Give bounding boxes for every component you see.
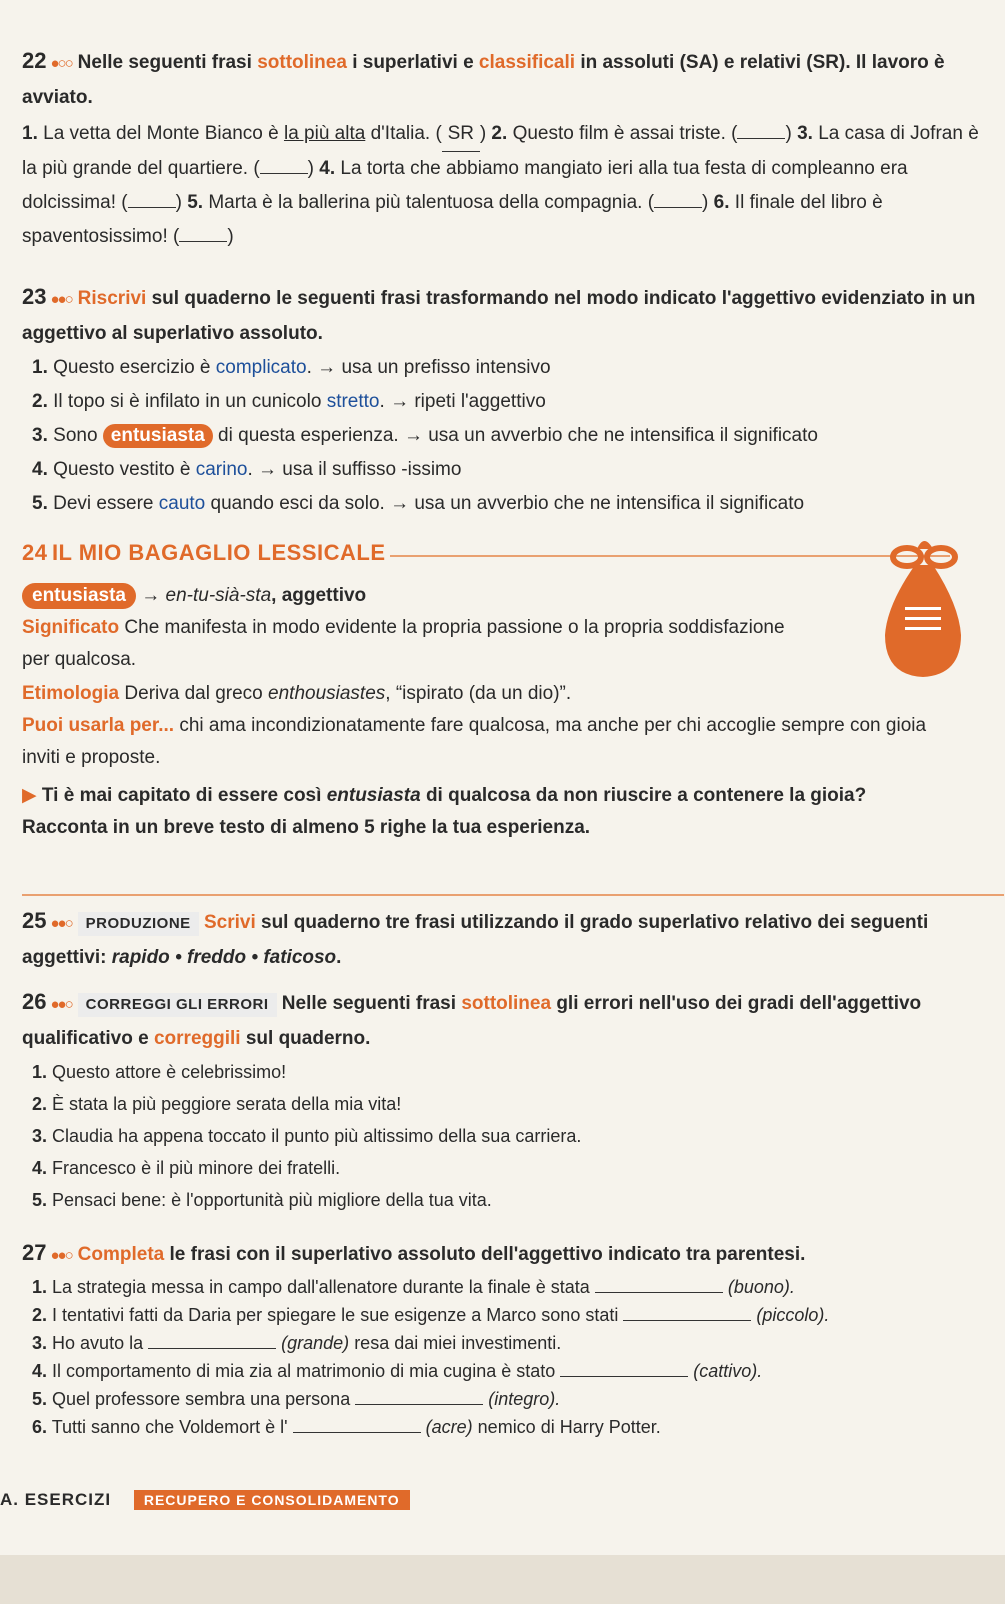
exercise-23 xyxy=(22,280,987,521)
list-item xyxy=(32,419,987,453)
highlighted-adjective: stretto xyxy=(326,391,380,412)
exercise-27-instruction xyxy=(22,1236,987,1273)
text: d'Italia. ( xyxy=(365,123,442,144)
exercise-26-items xyxy=(32,1056,987,1216)
exercise-22 xyxy=(22,44,987,254)
text: i superlativi e xyxy=(346,52,479,73)
label: Etimologia xyxy=(22,683,120,704)
list-item xyxy=(32,385,987,419)
text: ) xyxy=(479,123,487,144)
text: le frasi con il superlativo assoluto dell'aggettivo indicato tra parentesi. xyxy=(164,1244,806,1265)
answer-blank[interactable] xyxy=(260,173,308,174)
text: sul quaderno. xyxy=(240,1028,371,1049)
list-item xyxy=(32,487,987,521)
exercise-23-items xyxy=(32,351,987,521)
item-number: 5. xyxy=(32,1190,48,1210)
text: La casa di Jofran è la più grande del quartiere. ( xyxy=(22,123,979,179)
answer-blank[interactable] xyxy=(293,1432,421,1433)
exercise-number: 27 xyxy=(22,1240,47,1265)
label: Significato xyxy=(22,617,120,638)
list-item: 2. I tentativi fatti da Daria per spiegare le sue esigenze a Marco sono stati (piccolo). xyxy=(32,1305,830,1325)
list-item xyxy=(32,1184,987,1216)
exercise-22-sentences: 1. La vetta del Monte Bianco è la più alta d'Italia. ( SR ) 2. Questo film è assai triste. ( ) 3. La casa di Jofran è la più grande del quartiere. ( ) 4. La torta che abbiamo mangiato ieri alla tua festa di compleanno era dolcissima! ( ) 5. Marta è la ballerina più talentuosa della compagnia. ( ) 6. Il finale del libro è spaventosissimo! ( ) xyxy=(22,117,982,254)
text: Pensaci bene: è l'opportunità più migliore della tua vita. xyxy=(52,1190,492,1210)
text: chi ama incondizionatamente fare qualcosa, ma anche per chi accoglie sempre con gioia inviti e proposte. xyxy=(22,715,927,768)
lexical-entry xyxy=(22,580,802,612)
keyword: sottolinea xyxy=(257,52,347,73)
exercise-number: 23 xyxy=(22,284,47,309)
arrow-icon: ▶ xyxy=(22,785,37,806)
item-number: 1. xyxy=(32,357,48,378)
text: , “ispirato (da un dio)”. xyxy=(385,683,572,704)
text: Nelle seguenti frasi xyxy=(281,993,462,1014)
text: Il comportamento di mia zia al matrimonio di mia cugina è stato xyxy=(52,1361,556,1381)
header-rule xyxy=(390,555,950,557)
answer-blank[interactable] xyxy=(148,1348,276,1349)
answer-blank[interactable] xyxy=(654,207,702,208)
text: Questo attore è celebrissimo! xyxy=(52,1062,287,1082)
answer-blank[interactable] xyxy=(355,1404,483,1405)
hint: (piccolo). xyxy=(756,1305,830,1325)
box-title: IL MIO BAGAGLIO LESSICALE xyxy=(51,540,386,565)
difficulty-dots: ●●○ xyxy=(50,291,72,308)
exercise-number: 22 xyxy=(22,48,47,73)
exercise-number: 24 xyxy=(22,540,48,565)
box-bottom-rule xyxy=(22,894,1004,896)
answer-blank[interactable] xyxy=(737,138,785,139)
keyword: sottolinea xyxy=(461,993,552,1014)
list-item xyxy=(32,351,987,385)
item-number: 1. xyxy=(32,1062,48,1082)
text: Ti è mai capitato di essere così xyxy=(41,785,327,806)
exercise-27 xyxy=(22,1236,987,1441)
text: Quel professore sembra una persona xyxy=(52,1389,351,1409)
text: enthousiastes xyxy=(268,683,386,704)
list-item xyxy=(32,1152,987,1184)
difficulty-dots: ●●○ xyxy=(50,915,72,932)
difficulty-dots: ●●○ xyxy=(50,996,72,1013)
text: Questo vestito è xyxy=(53,459,196,480)
list-item: 3. Ho avuto la (grande) resa dai miei investimenti. xyxy=(32,1333,562,1353)
item-number: 2. xyxy=(32,391,48,412)
exercise-25 xyxy=(22,904,987,975)
page-bottom-band xyxy=(0,1555,1005,1604)
exercise-27-items xyxy=(32,1273,987,1441)
text: . → usa il suffisso -issimo xyxy=(247,459,462,480)
page-footer xyxy=(0,1490,410,1510)
part-of-speech: , aggettivo xyxy=(271,585,367,606)
hint: (grande) xyxy=(281,1333,350,1353)
keyword: classificali xyxy=(478,52,576,73)
text: Che manifesta in modo evidente la propria passione o la propria soddisfazione per qualcosa. xyxy=(22,617,785,670)
keyword: Completa xyxy=(77,1244,165,1265)
list-item xyxy=(32,1120,987,1152)
text: Claudia ha appena toccato il punto più altissimo della sua carriera. xyxy=(52,1126,582,1146)
exercise-23-instruction xyxy=(22,280,987,351)
lexical-box-header xyxy=(22,540,1004,566)
writing-task xyxy=(22,780,942,844)
list-item: 6. Tutti sanno che Voldemort è l' (acre) nemico di Harry Potter. xyxy=(32,1417,661,1437)
text: resa dai miei investimenti. xyxy=(354,1333,562,1353)
answer-blank[interactable] xyxy=(595,1292,723,1293)
text: quando esci da solo. → usa un avverbio che ne intensifica il significato xyxy=(205,493,805,514)
text: Nelle seguenti frasi xyxy=(77,52,258,73)
list-item xyxy=(32,1088,987,1120)
text: Marta è la ballerina più talentuosa della compagnia. ( xyxy=(208,192,655,213)
exercise-26-instruction xyxy=(22,985,987,1056)
syllabification: → en-tu-sià-sta xyxy=(141,585,272,606)
exercise-26 xyxy=(22,985,987,1216)
text: Devi essere xyxy=(53,493,159,514)
exercise-25-instruction xyxy=(22,904,987,975)
text: Francesco è il più minore dei fratelli. xyxy=(52,1158,341,1178)
etymology xyxy=(22,678,1004,710)
hint: (acre) xyxy=(425,1417,473,1437)
text: La strategia messa in campo dall'allenatore durante la finale è stata xyxy=(52,1277,590,1297)
item-number: 4. xyxy=(32,1158,48,1178)
lexical-box xyxy=(22,540,1004,896)
section-tag: PRODUZIONE xyxy=(78,912,199,936)
list-item: 5. Quel professore sembra una persona (integro). xyxy=(32,1389,561,1409)
text: Questo film è assai triste. ( xyxy=(512,123,738,144)
item-number: 3. xyxy=(32,1126,48,1146)
highlighted-adjective: complicato xyxy=(215,357,307,378)
answer-blank[interactable] xyxy=(560,1376,688,1377)
text: La vetta del Monte Bianco è xyxy=(43,123,284,144)
exercise-number: 26 xyxy=(22,989,47,1014)
highlighted-adjective: cauto xyxy=(158,493,206,514)
definition xyxy=(22,612,802,676)
highlighted-adjective: carino xyxy=(195,459,248,480)
highlighted-adjective: entusiasta xyxy=(103,424,213,448)
text: di qualcosa da non riuscire a contenere la gioia? Racconta in un breve testo di almeno 5 righe la tua esperienza. xyxy=(22,785,867,838)
text: Il finale del libro è spaventosissimo! ( xyxy=(22,192,883,247)
text: in assoluti (SA) e relativi (SR). Il lavoro è avviato. xyxy=(22,52,945,108)
text: gli errori nell'uso dei gradi dell'aggettivo qualificativo e xyxy=(22,993,922,1049)
text: sul quaderno tre frasi utilizzando il grado superlativo relativo dei seguenti aggettivi: xyxy=(22,912,929,968)
text: È stata la più peggiore serata della mia vita! xyxy=(52,1094,402,1114)
text: entusiasta xyxy=(326,785,421,806)
hint: (integro). xyxy=(488,1389,561,1409)
answer-blank[interactable] xyxy=(623,1320,751,1321)
text: Tutti sanno che Voldemort è l' xyxy=(51,1417,288,1437)
text: La torta che abbiamo mangiato ieri alla tua festa di compleanno era dolcissima! ( xyxy=(22,158,908,213)
text: nemico di Harry Potter. xyxy=(477,1417,661,1437)
item-number: 2. xyxy=(32,1094,48,1114)
item-number: 4. xyxy=(32,459,48,480)
text: di questa esperienza. → usa un avverbio che ne intensifica il significato xyxy=(212,425,818,446)
keyword: correggili xyxy=(153,1028,241,1049)
text: sul quaderno le seguenti frasi trasformando nel modo indicato l'aggettivo evidenziato in un aggettivo al superlativo assoluto. xyxy=(22,288,976,344)
text: Ho avuto la xyxy=(52,1333,144,1353)
list-item xyxy=(32,453,987,487)
text: Questo esercizio è xyxy=(53,357,216,378)
text: Il topo si è infilato in un cunicolo xyxy=(53,391,327,412)
text: Sono xyxy=(53,425,103,446)
section-tag: CORREGGI GLI ERRORI xyxy=(78,993,277,1017)
underlined-answer: la più alta xyxy=(283,123,366,144)
section-label: A. ESERCIZI xyxy=(0,1490,112,1509)
label: Puoi usarla per... xyxy=(22,715,175,736)
exercise-number: 25 xyxy=(22,908,47,933)
text: . xyxy=(336,947,342,968)
answer-blank: SR xyxy=(442,117,480,152)
adjective-list: rapido • freddo • faticoso xyxy=(111,947,337,968)
answer-blank[interactable] xyxy=(179,241,227,242)
text: Deriva dal greco xyxy=(124,683,269,704)
exercise-22-instruction xyxy=(22,44,987,115)
difficulty-dots: ●○○ xyxy=(50,55,72,72)
list-item: 4. Il comportamento di mia zia al matrimonio di mia cugina è stato (cattivo). xyxy=(32,1361,763,1381)
hint: (cattivo). xyxy=(693,1361,763,1381)
item-number: 5. xyxy=(32,493,48,514)
keyword: Riscrivi xyxy=(77,288,147,309)
item-number: 3. xyxy=(32,425,48,446)
section-badge: RECUPERO E CONSOLIDAMENTO xyxy=(134,1490,410,1510)
text: . → ripeti l'aggettivo xyxy=(379,391,546,412)
hint: (buono). xyxy=(727,1277,795,1297)
list-item xyxy=(32,1056,987,1088)
usage xyxy=(22,710,962,774)
text: I tentativi fatti da Daria per spiegare le sue esigenze a Marco sono stati xyxy=(52,1305,619,1325)
answer-blank[interactable] xyxy=(128,207,176,208)
keyword: Scrivi xyxy=(203,912,256,933)
headword: entusiasta xyxy=(22,583,136,609)
difficulty-dots: ●●○ xyxy=(50,1247,72,1264)
text: . → usa un prefisso intensivo xyxy=(306,357,551,378)
list-item: 1. La strategia messa in campo dall'allenatore durante la finale è stata (buono). xyxy=(32,1277,795,1297)
bag-icon xyxy=(877,535,967,685)
